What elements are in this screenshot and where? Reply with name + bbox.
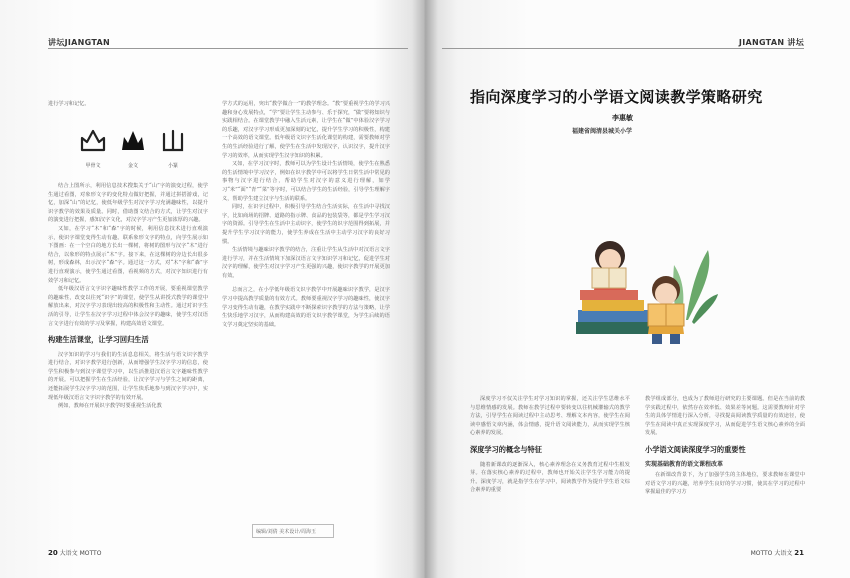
paragraph: 低年级汉语言文字识字趣味性教学工作的开展，要重视课堂教学的趣味性，改变以往死“识字”的课堂，使学生从讲授式教学的课堂中解放出来，对汉字学习表现出较高的积极性和主动性。通过对识字生活的引导，让学生在汉字学习过程中体会汉字的趣味，使学生对汉语言文字进行有效的学习及掌握，构建高效语文课堂。 xyxy=(48,286,208,327)
folio-text: MOTTO 大语文 xyxy=(750,550,793,557)
intro-line-text: 进行学习和记忆。 xyxy=(48,101,90,107)
paragraph: 生活情境与趣味识字教学的结合，注重让学生从生活中对汉语言文字进行学习，并在生活情境下加深汉语言文字知识学习和记忆，促进学生对汉字的理解，使学生对汉字学习产生更强的兴趣，使识字教学的开展更加有效。 xyxy=(222,247,390,279)
glyph-label-oracle: 甲骨文 xyxy=(85,163,101,169)
left-running-head: 讲坛JIANGTAN xyxy=(48,38,110,47)
right-header-rule xyxy=(442,48,804,49)
page-number: 20 xyxy=(48,549,58,557)
section-heading-deep-learning-concept: 深度学习的概念与特征 xyxy=(470,444,542,454)
oracle-bone-mountain-icon xyxy=(80,128,106,154)
right-folio xyxy=(751,548,804,557)
glyph-label-seal: 小篆 xyxy=(167,163,178,169)
page-number: 21 xyxy=(794,549,804,557)
mountain-glyph-figure xyxy=(80,128,200,176)
paragraph: 例如，教师在开展识字教学时要重视生活化教 xyxy=(58,403,162,410)
right-running-head: JIANGTAN 讲坛 xyxy=(738,38,804,47)
paragraph: 同时，在识字过程中，积极引导学生结合生活实际，在生活中寻找汉字，比如商场的招牌、道路的指示牌、食品的包装袋等，都是学生学习汉字的资源。引导学生在生活中主动识字，使学生的识字范围得到拓展，并提升学生学习汉字的能力，使学生养成在生活中主动学习汉字的良好习惯。 xyxy=(222,204,390,245)
left-header-rule xyxy=(48,48,408,49)
subsection-heading: 实现基础教育的语文课程改革 xyxy=(645,460,724,468)
paragraph: 学方式的运用，突出“教学做合一”的教学理念。“教”要重视学生的学习兴趣和身心发展特点，“学”要让学生主动参与、乐于探究，“做”要将知识与实践相结合。在课堂教学中融入生活元素，让学生在“做”中体验汉字学习的乐趣，对汉字学习形成更加深刻的记忆，提升学生学习的积极性，构建一个高效的语文课堂。低年级语文识字生活化课堂的构建，需要教师对学生的生活经验进行了解，使学生在生活中发现汉字，认识汉字，提升汉字学习的效率，从而实现学生汉字知识的积累。 xyxy=(222,101,390,159)
folio-text: 大语文 MOTTO xyxy=(59,550,102,557)
paragraph: 又如，在学习“木”和“森”字的时候，利用信息技术进行直观演示，使识字课堂变得生动有趣。联系象形文字的特点，向学生展示如下图画：在一个空白的地方长出一棵树，将树的图形与汉字“木”进行结合，以象形的特点展示“木”字。接下来，在这棵树的旁边长出很多树，形成森林，出示汉字“森”字。通过这一方式，对“木”字和“森”字进行直观演示，使学生通过看图，看视频的方式，对汉字知识进行有效学习和记忆。 xyxy=(48,225,208,284)
paragraph: 又如，在学习汉字时，教师可以为学生设计生活情境，使学生在熟悉的生活情境中学习汉字，例如在识字教学中可以将学生日常生活中常见的事物与汉字进行结合，帮助学生对汉字的意义进行理解，如学习“米”“面”“青”“菜”等字时，可以结合学生的生活经验，引导学生理解字义，帮助学生建立汉字与生活的联系。 xyxy=(222,161,390,202)
book-gutter-shadow xyxy=(412,0,438,578)
left-intro-line xyxy=(48,100,198,109)
paragraph: 总而言之，在小学低年级语文识字教学中开展趣味识字教学，是汉字学习中提高教学质量的有效方式。教师要重视汉字学习的趣味性，使汉字学习变得生动有趣，在教学实践中不断探索识字教学的方法与策略，让学生快乐地学习汉字，从而构建高效的语文识字教学课堂，为学生后续的语文学习奠定坚实的基础。 xyxy=(222,287,390,328)
paragraph: 教学组成部分，也成为了教师进行研究的主要课题。但是在当前的教学实践过程中，依然存在效率低、效果差等问题。这需要教师针对学生的具体学情进行深入分析，寻找提高阅读教学质量的有效途径，使学生在阅读中真正实现深度学习，从而促进学生语文核心素养的全面发展。 xyxy=(645,396,805,437)
section-heading-importance: 小学语文阅读深度学习的重要性 xyxy=(645,444,746,454)
left-column-2 xyxy=(222,100,390,329)
children-reading-illustration xyxy=(568,210,718,350)
author-affiliation: 福建省闽清县城关小学 xyxy=(572,128,633,135)
article-title: 指向深度学习的小学语文阅读教学策略研究 xyxy=(470,88,763,106)
bronze-mountain-icon xyxy=(120,128,146,154)
paragraph: 在新课改背景下，为了加强学生的主体地位，要求教师在课堂中对语文学习的兴趣，培养学生良好的学习习惯，使其在学习的过程中掌握最佳的学习方 xyxy=(645,472,805,496)
left-folio xyxy=(48,548,101,557)
article-author: 李惠敏 xyxy=(612,114,633,122)
right-column-2 xyxy=(645,395,805,497)
paragraph: 汉字知识的学习与我们的生活息息相关，将生活与语文识字教学进行结合，对识字教学进行创新，从而增强学生汉字学习的信息，使学生积极参与到汉字课堂学习中，以生活推进汉语言文字趣味性教学的开展。可以把握学生在生活经验，让汉字学习与学生之间的距离，还能拓展学生汉字学习的范围，让学生快乐地参与到汉字学习中，实现低年级汉语言文字识字教学的有效开展。 xyxy=(48,351,208,401)
left-column-1 xyxy=(48,182,208,411)
paragraph: 结合上图所示，利用信息技术搜集关于“山”字的演变过程，使学生通过看图，对象形文字的变化特点做好把握，并通过拼搭游戏，记忆，加深“山”的记忆，使低年级学生对汉字学习充满趣味性，以提升识字教学的效果及质量。同时，借助图文结合的方式，让学生对汉字的演变进行把握，感知汉字文化，对汉字学习产生更加浓厚的兴趣。 xyxy=(48,183,208,224)
left-page xyxy=(0,0,424,578)
glyph-label-bronze: 金文 xyxy=(127,163,138,169)
right-column-1 xyxy=(470,395,630,495)
small-seal-mountain-icon xyxy=(160,128,186,154)
paragraph: 深度学习不仅关注学生对学习知识的掌握，还关注学生思维水平与思维情感的发展。教师在教学过程中要转变以往机械灌输式的教学方法，引导学生在阅读过程中主动思考、理解文本内容，使学生在阅读中感悟文章内涵，体会情感，提升语文阅读能力，从而实现学生核心素养的发展。 xyxy=(470,396,630,437)
section-heading-life-classroom: 构建生活课堂，让学习回归生活 xyxy=(48,335,149,345)
paragraph: 随着新课改的逐渐深入，核心素养理念在义务教育过程中生根发芽。在落实核心素养的过程中，教师也开始关注学生学习能力的提升。深度学习，就是指学生在学习中，阅读教学作为提升学生语文综合素养的重要 xyxy=(470,461,630,494)
editor-caption: 编辑/刘倩 美术设计/周海玉 xyxy=(256,529,316,535)
